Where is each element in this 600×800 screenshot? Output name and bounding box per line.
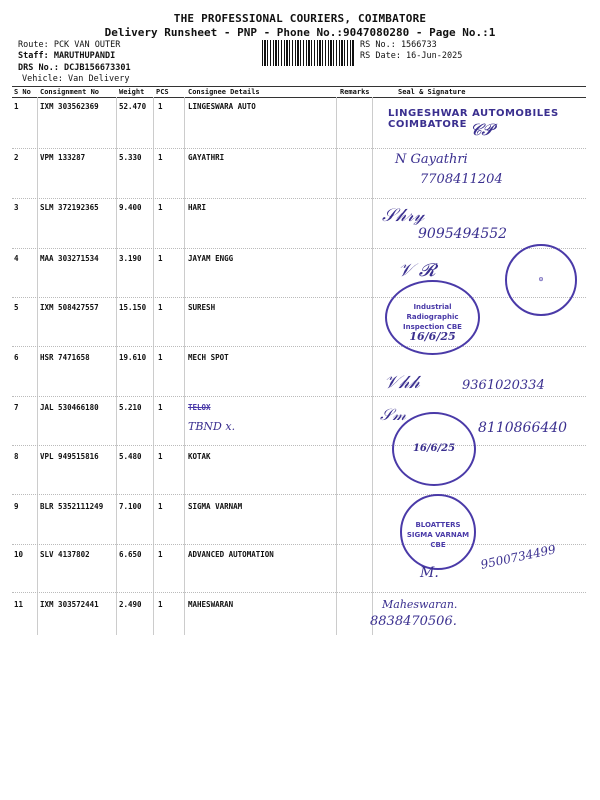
row-consignment: IXM 303562369	[40, 102, 99, 111]
row-consignment: HSR 7471658	[40, 353, 90, 362]
round-stamp-row5	[385, 280, 480, 355]
row-consignment: BLR 5352111249	[40, 502, 104, 511]
row-sno: 5	[14, 303, 19, 312]
signature-row4: 𝒱 𝓡	[398, 260, 436, 281]
row-consignment: IXM 303572441	[40, 600, 99, 609]
rs-date: RS Date: 16-Jun-2025	[360, 51, 463, 61]
row-consignment: VPM 133287	[40, 153, 86, 162]
row-consignee: ADVANCED AUTOMATION	[188, 550, 274, 559]
row-consignment: JAL 530466180	[40, 403, 99, 412]
row-divider	[12, 346, 586, 347]
stamp-label: BLOATTERS SIGMA VARNAM CBE	[406, 521, 470, 549]
row-weight: 5.330	[119, 153, 142, 162]
handwritten-phone-row6: 9361020334	[462, 378, 545, 393]
row-consignee: HARI	[188, 203, 207, 212]
row-sno: 9	[14, 502, 19, 511]
handwritten-name-row2: N Gayathri	[395, 152, 468, 167]
row-pcs: 1	[158, 353, 163, 362]
row-pcs: 1	[158, 203, 163, 212]
staff-label: Staff: MARUTHUPANDI	[18, 51, 116, 61]
row-sno: 6	[14, 353, 19, 362]
row-weight: 5.210	[119, 403, 142, 412]
stamp-label: Industrial Radiographic Inspection CBE	[403, 303, 462, 331]
signature-row3: 𝒮𝒽𝓇𝓎	[382, 205, 425, 226]
stamp-text-row1: LINGESHWAR AUTOMOBILES COIMBATORE	[388, 108, 559, 130]
row-consignee: SIGMA VARNAM	[188, 502, 243, 511]
row-consignment: SLM 372192365	[40, 203, 99, 212]
barcode	[262, 40, 354, 66]
col-divider	[153, 97, 154, 635]
row-weight: 7.100	[119, 502, 142, 511]
row-pcs: 1	[158, 102, 163, 111]
row-consignment: SLV 4137802	[40, 550, 90, 559]
row-divider	[12, 494, 586, 495]
handwritten-phone-row2: 7708411204	[420, 172, 503, 187]
row-consignee-struck: TELOX	[188, 403, 211, 412]
row-divider	[12, 297, 586, 298]
stamp-date-row7: 16/6/25	[412, 443, 456, 454]
row-pcs: 1	[158, 452, 163, 461]
signature-row6: 𝒱𝒽𝒽	[384, 372, 420, 393]
handwritten-name-row11: Maheswaran.	[382, 598, 458, 611]
row-sno: 4	[14, 254, 19, 263]
col-divider	[336, 97, 337, 635]
row-pcs: 1	[158, 502, 163, 511]
row-weight: 52.470	[119, 102, 147, 111]
row-divider	[12, 592, 586, 593]
col-weight: Weight	[119, 88, 145, 96]
round-stamp-row4: ⊙	[505, 244, 577, 316]
row-consignee: MAHESWARAN	[188, 600, 234, 609]
col-divider	[37, 97, 38, 635]
col-pcs: PCS	[156, 88, 169, 96]
col-seal: Seal & Signature	[398, 88, 466, 96]
row-pcs: 1	[158, 254, 163, 263]
row-pcs: 1	[158, 600, 163, 609]
row-consignment: IXM 508427557	[40, 303, 99, 312]
signature-row7: 𝒮𝓂	[380, 405, 406, 424]
company-title: THE PROFESSIONAL COURIERS, COIMBATORE	[173, 12, 427, 25]
runsheet-subtitle: Delivery Runsheet - PNP - Phone No.:9047080280 - Page No.:1	[104, 26, 496, 39]
row-sno: 7	[14, 403, 19, 412]
row-divider	[12, 148, 586, 149]
row-consignment: VPL 949515816	[40, 452, 99, 461]
col-remarks: Remarks	[340, 88, 370, 96]
row-consignee: SURESH	[188, 303, 216, 312]
row-sno: 2	[14, 153, 19, 162]
row-consignee: MECH SPOT	[188, 353, 229, 362]
row-sno: 10	[14, 550, 24, 559]
row-sno: 11	[14, 600, 24, 609]
row-divider	[12, 544, 586, 545]
row-weight: 19.610	[119, 353, 147, 362]
row-consignment: MAA 303271534	[40, 254, 99, 263]
row-pcs: 1	[158, 403, 163, 412]
handwritten-name-row10: M.	[420, 565, 439, 581]
row-consignee: KOTAK	[188, 452, 211, 461]
row-pcs: 1	[158, 153, 163, 162]
row-divider	[12, 248, 586, 249]
handwritten-phone-row11: 8838470506.	[370, 614, 457, 629]
round-stamp-row9	[400, 494, 476, 570]
row-sno: 8	[14, 452, 19, 461]
row-weight: 9.400	[119, 203, 142, 212]
handwritten-phone-row3: 9095494552	[418, 226, 508, 242]
handwritten-name-row7: TBND x.	[188, 420, 236, 433]
round-stamp-row7	[392, 412, 476, 486]
col-divider	[184, 97, 185, 635]
signature-row1: 𝓒𝓟	[470, 120, 493, 139]
col-consignment: Consignment No	[40, 88, 100, 96]
vehicle-label: Vehicle: Van Delivery	[22, 74, 130, 84]
row-consignee: GAYATHRI	[188, 153, 225, 162]
row-sno: 3	[14, 203, 19, 212]
row-weight: 2.490	[119, 600, 142, 609]
drs-label: DRS No.: DCJB156673301	[18, 63, 131, 73]
row-divider	[12, 396, 586, 397]
row-weight: 3.190	[119, 254, 142, 263]
handwritten-phone-row10: 9500734499	[479, 542, 557, 572]
col-divider	[372, 97, 373, 635]
row-consignee: JAYAM ENGG	[188, 254, 234, 263]
row-pcs: 1	[158, 550, 163, 559]
header-bottom-rule	[12, 97, 586, 98]
row-sno: 1	[14, 102, 19, 111]
row-divider	[12, 198, 586, 199]
row-weight: 15.150	[119, 303, 147, 312]
header-top-rule	[12, 86, 586, 87]
handwritten-phone-row7: 8110866440	[478, 420, 568, 436]
stamp-date-row5: 16/6/25	[409, 330, 456, 343]
col-consignee: Consignee Details	[188, 88, 260, 96]
col-sno: S No	[14, 88, 31, 96]
row-pcs: 1	[158, 303, 163, 312]
row-weight: 6.650	[119, 550, 142, 559]
route-label: Route: PCK VAN OUTER	[18, 40, 121, 50]
rs-number: RS No.: 1566733	[360, 40, 437, 50]
col-divider	[116, 97, 117, 635]
row-weight: 5.480	[119, 452, 142, 461]
row-divider	[12, 445, 586, 446]
row-consignee: LINGESWARA AUTO	[188, 102, 256, 111]
